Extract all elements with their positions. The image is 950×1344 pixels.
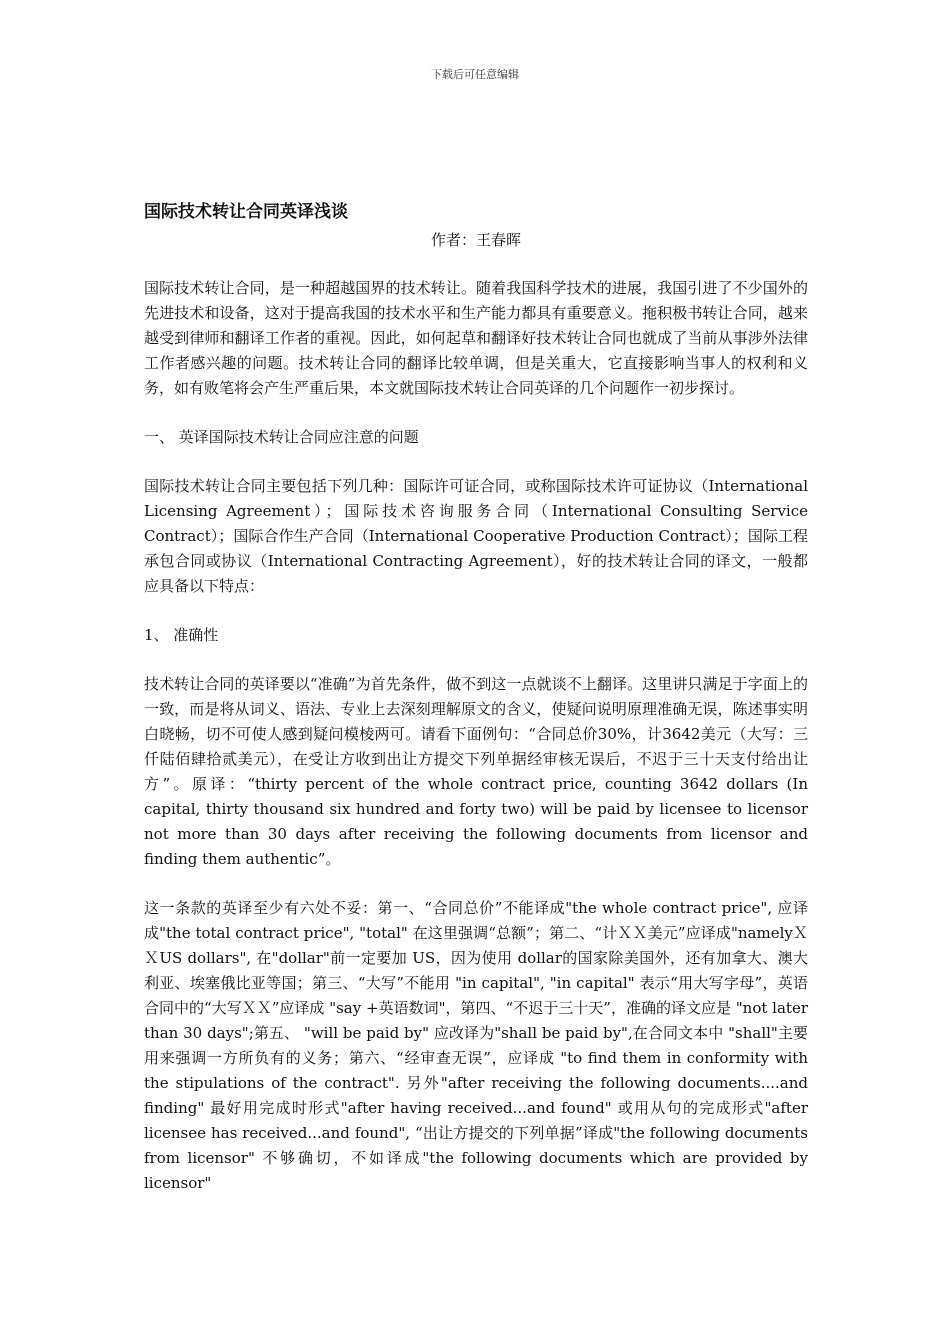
article-title: 国际技术转让合同英译浅谈 bbox=[144, 202, 348, 222]
section-heading: 一、 英译国际技术转让合同应注意的问题 bbox=[144, 428, 419, 446]
article-author: 作者：王春晖 bbox=[430, 231, 521, 249]
spacer bbox=[144, 252, 808, 276]
spacer bbox=[144, 872, 808, 896]
subsection-heading: 1、 准确性 bbox=[144, 626, 219, 644]
spacer bbox=[144, 401, 808, 425]
accuracy-paragraph: 技术转让合同的英译要以“准确”为首先条件，做不到这一点就谈不上翻译。这里讲只满足于字面上的一致，而是将从词义、语法、专业上去深刻理解原文的含义，使疑问说明原理准确无误，陈述事实明白晓畅，切不可使人感到疑问模棱两可。请看下面例句：“合同总价30%，计3642美元（大写：三仟陆佰肆拾贰美元），在受让方收到出让方提交下列单据经审核无误后，不迟于三十天支付给出让方”。原译：“thirty percent of the whole contract price, counting 3642 dollars (In capital, thirty thousand six hundred and forty two) will be paid by licensee to licensor not more than 30 days after receiving the following documents from licensor and finding them authentic”。 bbox=[144, 675, 808, 868]
header-note: 下载后可任意编辑 bbox=[431, 68, 519, 81]
spacer bbox=[144, 599, 808, 623]
spacer bbox=[144, 450, 808, 474]
article-body bbox=[144, 200, 808, 1196]
intro-paragraph: 国际技术转让合同，是一种超越国界的技术转让。随着我国科学技术的进展，我国引进了不少国外的先进技术和设备，这对于提高我国的技术水平和生产能力都具有重要意义。拖积极书转让合同，越来越受到律师和翻译工作者的重视。因此，如何起草和翻译好技术转让合同也就成了当前从事涉外法律工作者感兴趣的问题。技术转让合同的翻译比较单调，但是关重大，它直接影响当事人的权利和义务，如有败笔将会产生严重后果，本文就国际技术转让合同英译的几个问题作一初步探讨。 bbox=[144, 279, 808, 397]
contract-types-paragraph: 国际技术转让合同主要包括下列几种：国际许可证合同，或称国际技术许可证协议（International Licensing Agreement）；国际技术咨询服务合同（International Consulting Service Contract）；国际合作生产合同（International Cooperative Production Contract）；国际工程承包合同或协议（International Contracting Agreement），好的技术转让合同的译文，一般都应具备以下特点： bbox=[144, 477, 808, 595]
analysis-paragraph: 这一条款的英译至少有六处不妥：第一、“合同总价”不能译成"the whole contract price", 应译成"the total contract price", "total" 在这里强调“总额”；第二、“计ＸＸ美元”应译成"namelyＸＸUS dollars", 在"dollar"前一定要加 US，因为使用 dollar的国家除美国外，还有加拿大、澳大利亚、埃塞俄比亚等国；第三、“大写”不能用 "in capital", "in capital" 表示“用大写字母”，英语合同中的“大写ＸＸ”应译成 "say +英语数词"，第四、“不迟于三十天”，准确的译文应是 "not later than 30 days";第五、 "will be paid by" 应改译为"shall be paid by",在合同文本中 "shall"主要用来强调一方所负有的义务；第六、“经审查无误”，应译成 "to find them in conformity with the stipulations of the contract". 另外"after receiving the following documents....and finding" 最好用完成时形式"after having received...and found" 或用从句的完成形式"after licensee has received...and found", “出让方提交的下列单据”译成"the following documents from licensor" 不够确切，不如译成"the following documents which are provided by licensor" bbox=[144, 899, 808, 1192]
spacer bbox=[144, 648, 808, 672]
